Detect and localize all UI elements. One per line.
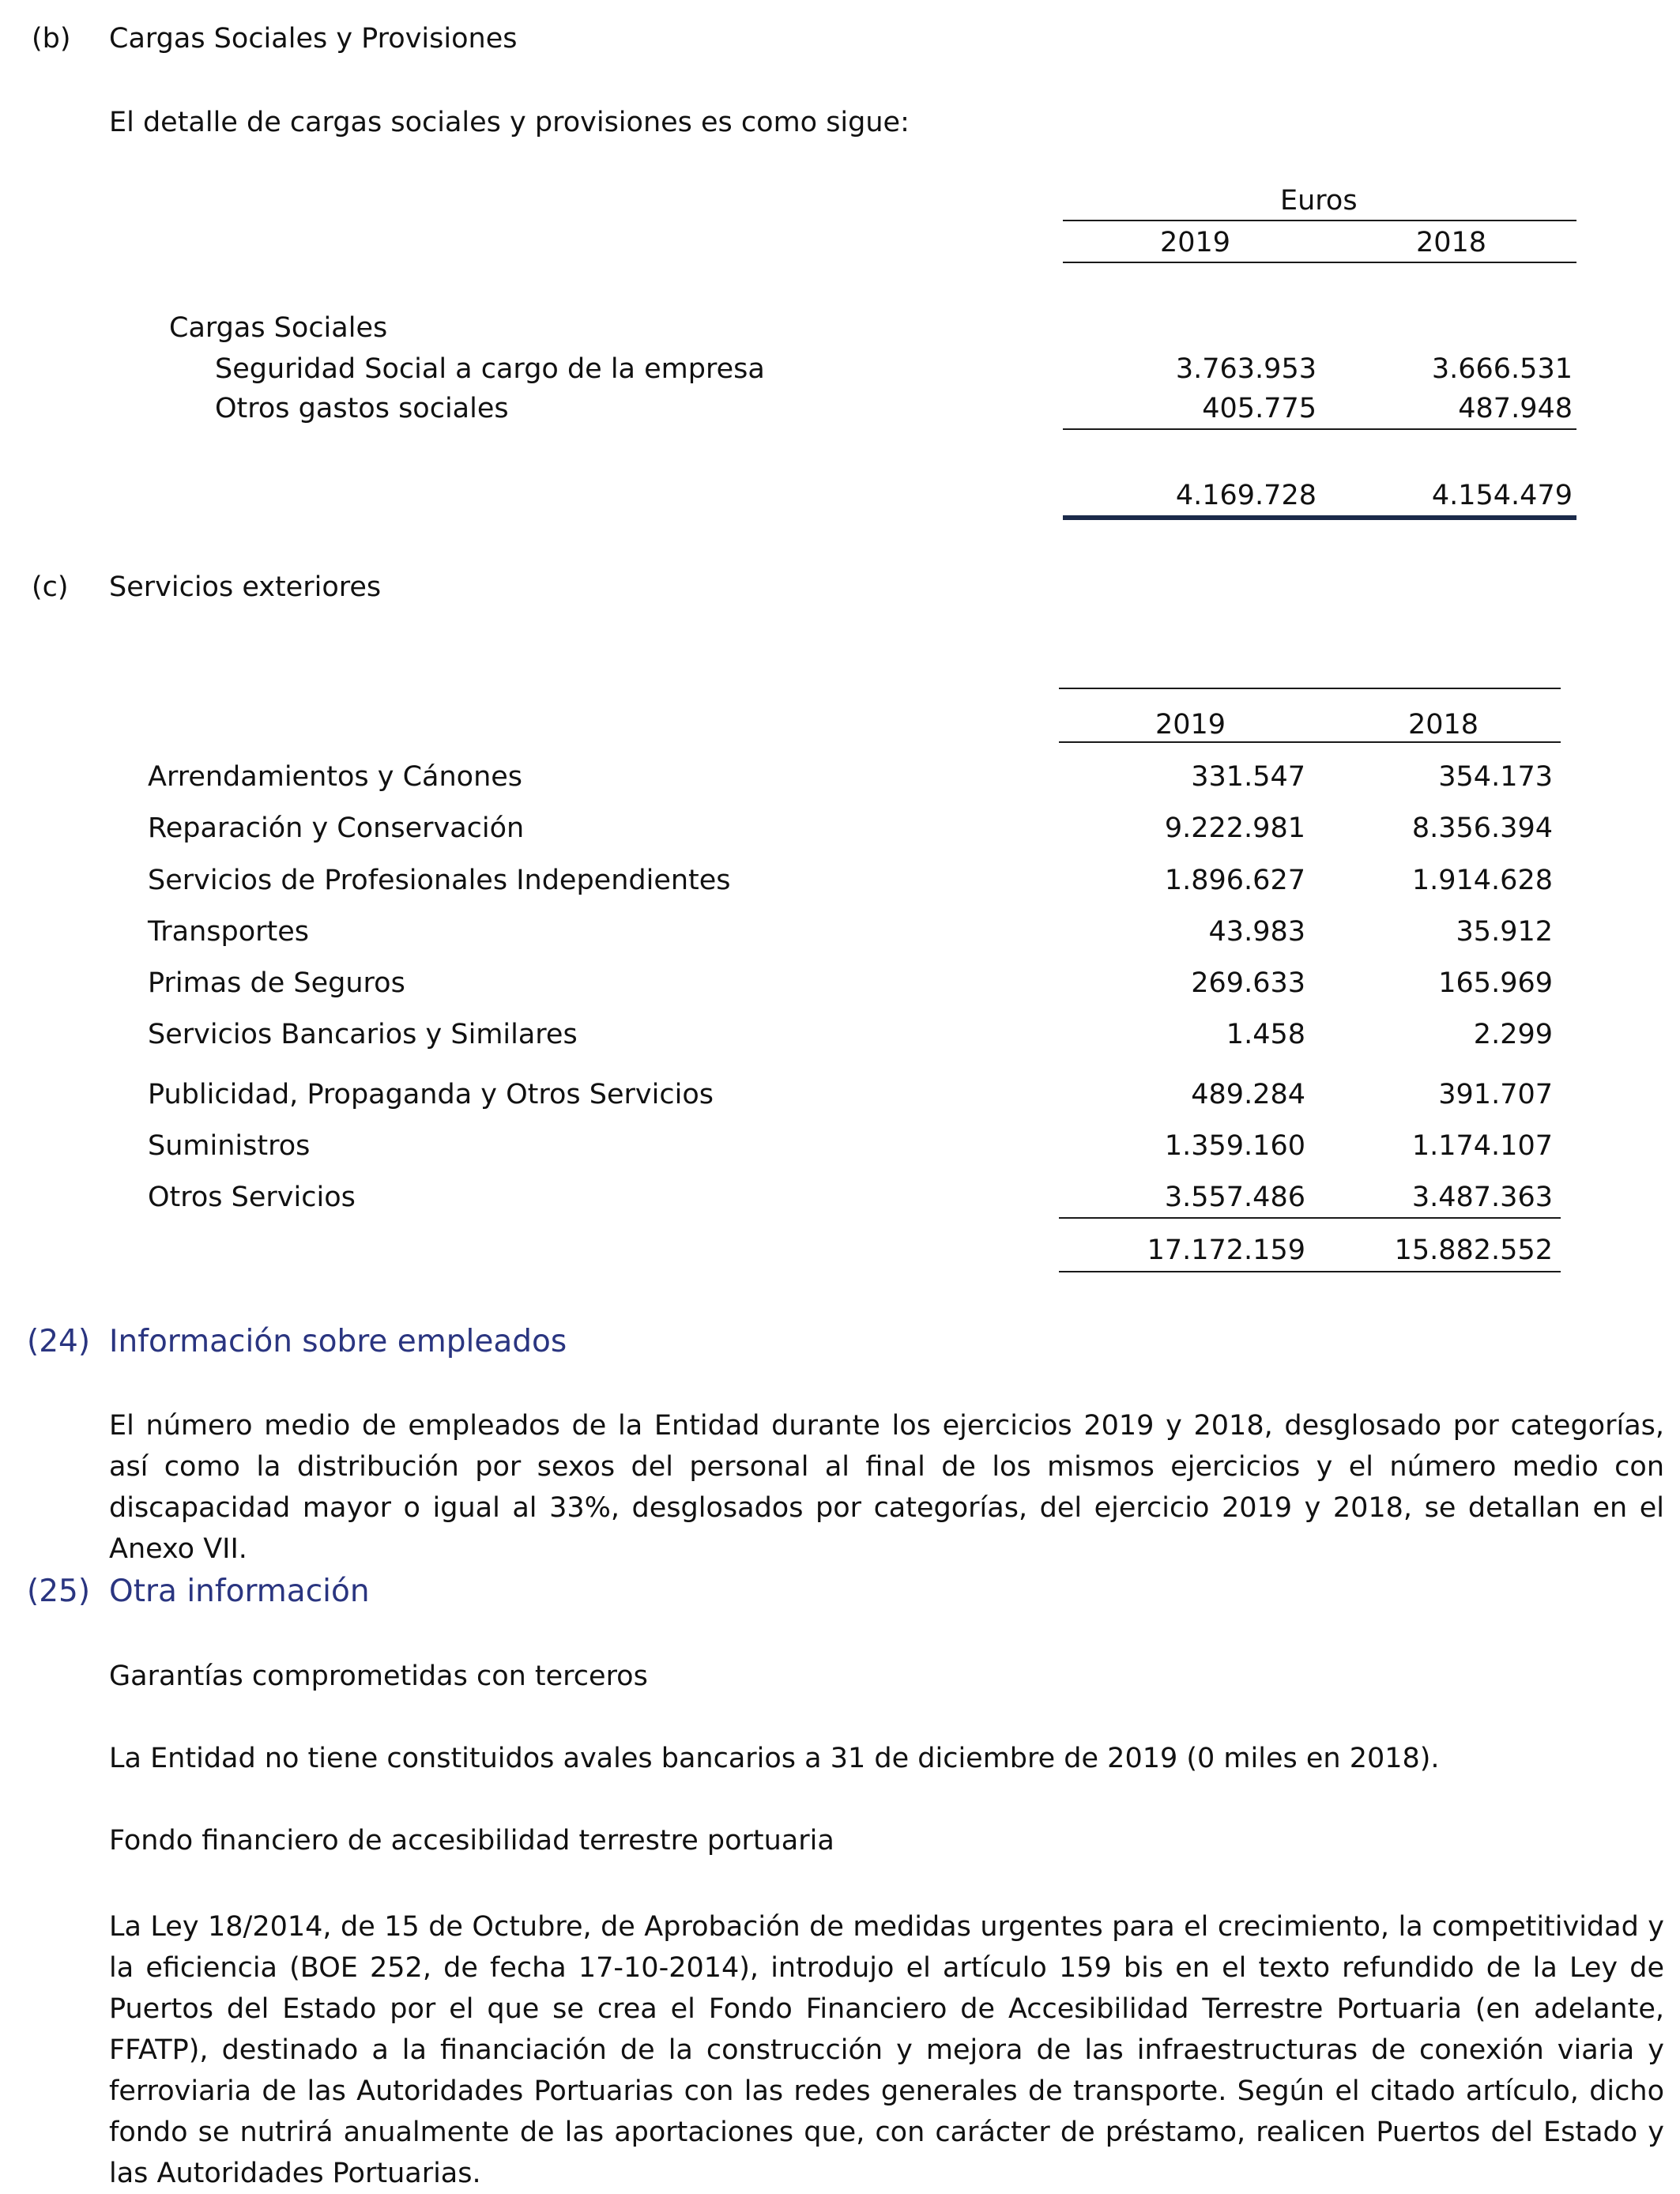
unit-header: Euros bbox=[1280, 185, 1358, 217]
group-label: Cargas Sociales bbox=[169, 312, 388, 344]
value-2018: 3.666.531 bbox=[1431, 353, 1573, 385]
value-2019: 9.222.981 bbox=[1164, 812, 1305, 844]
value-2018: 3.487.363 bbox=[1411, 1182, 1553, 1213]
total-double-rule bbox=[1063, 515, 1576, 520]
row-label: Otros Servicios bbox=[148, 1182, 356, 1213]
value-2019: 1.458 bbox=[1226, 1019, 1305, 1050]
garantias-subtitle: Garantías comprometidas con terceros bbox=[109, 1661, 648, 1692]
row-label: Suministros bbox=[148, 1130, 311, 1162]
section-25-number: (25) bbox=[27, 1574, 91, 1609]
row-label: Reparación y Conservación bbox=[148, 812, 525, 844]
row-label: Transportes bbox=[148, 916, 310, 948]
section-b-intro: El detalle de cargas sociales y provisiones es como sigue: bbox=[109, 107, 910, 138]
header-rule-bottom bbox=[1063, 262, 1576, 263]
total-2019: 17.172.159 bbox=[1147, 1235, 1305, 1266]
value-2019: 489.284 bbox=[1191, 1079, 1305, 1110]
value-2019: 1.896.627 bbox=[1164, 865, 1305, 896]
row-label: Otros gastos sociales bbox=[215, 393, 509, 424]
subtotal-rule bbox=[1063, 428, 1576, 430]
value-2018: 2.299 bbox=[1473, 1019, 1553, 1050]
value-2018: 487.948 bbox=[1458, 393, 1573, 424]
ffatp-paragraph: La Ley 18/2014, de 15 de Octubre, de Aprobación de medidas urgentes para el crecimiento, la competitividad y la eficiencia (BOE 252, de fecha 17-10-2014), introdujo el artículo 159 bis en el texto refundido de la Ley de Puertos del Estado por el que se crea el Fondo Financiero de Accesibilidad Terrestre Portuaria (en adelante, FFATP), destinado a la financiación de la construcción y mejora de las infraestructuras de conexión viaria y ferroviaria de las Autoridades Portuarias con las redes generales de transporte. Según el citado artículo, dicho fondo se nutrirá anualmente de las aportaciones que, con carácter de préstamo, realicen Puertos del Estado y las Autoridades Portuarias. bbox=[109, 1911, 1664, 2189]
value-2019: 3.557.486 bbox=[1164, 1182, 1305, 1213]
garantias-text: La Entidad no tiene constituidos avales bancarios a 31 de diciembre de 2019 (0 miles en 2018). bbox=[109, 1743, 1440, 1774]
section-b-title: Cargas Sociales y Provisiones bbox=[109, 23, 518, 55]
row-label: Servicios de Profesionales Independientes bbox=[148, 865, 731, 896]
total-2019: 4.169.728 bbox=[1175, 480, 1317, 511]
section-24-number: (24) bbox=[27, 1324, 91, 1359]
value-2019: 3.763.953 bbox=[1175, 353, 1317, 385]
value-2018: 1.174.107 bbox=[1411, 1130, 1553, 1162]
total-2018: 4.154.479 bbox=[1431, 480, 1573, 511]
value-2019: 269.633 bbox=[1191, 967, 1305, 999]
header-rule-top bbox=[1059, 688, 1561, 689]
header-rule-top bbox=[1063, 220, 1576, 221]
value-2019: 405.775 bbox=[1202, 393, 1317, 424]
value-2018: 165.969 bbox=[1438, 967, 1553, 999]
value-2018: 1.914.628 bbox=[1411, 865, 1553, 896]
row-label: Servicios Bancarios y Similares bbox=[148, 1019, 578, 1050]
value-2018: 391.707 bbox=[1438, 1079, 1553, 1110]
row-label: Seguridad Social a cargo de la empresa bbox=[215, 353, 765, 385]
value-2018: 35.912 bbox=[1456, 916, 1553, 948]
ffatp-subtitle: Fondo financiero de accesibilidad terrestre portuaria bbox=[109, 1825, 834, 1857]
row-label: Primas de Seguros bbox=[148, 967, 405, 999]
subtotal-rule bbox=[1059, 1217, 1561, 1219]
value-2018: 8.356.394 bbox=[1411, 812, 1553, 844]
total-rule bbox=[1059, 1271, 1561, 1272]
value-2019: 43.983 bbox=[1208, 916, 1305, 948]
section-b-marker: (b) bbox=[32, 23, 71, 55]
col-header-2018: 2018 bbox=[1408, 709, 1479, 741]
col-header-2018: 2018 bbox=[1416, 227, 1487, 258]
value-2019: 331.547 bbox=[1191, 761, 1305, 793]
col-header-2019: 2019 bbox=[1160, 227, 1231, 258]
value-2019: 1.359.160 bbox=[1164, 1130, 1305, 1162]
section-c-marker: (c) bbox=[32, 571, 69, 603]
total-2018: 15.882.552 bbox=[1394, 1235, 1553, 1266]
section-24-title: Información sobre empleados bbox=[109, 1324, 567, 1359]
col-header-2019: 2019 bbox=[1155, 709, 1226, 741]
section-25-title: Otra información bbox=[109, 1574, 370, 1609]
row-label: Arrendamientos y Cánones bbox=[148, 761, 523, 793]
section-c-title: Servicios exteriores bbox=[109, 571, 382, 603]
section-24-paragraph: El número medio de empleados de la Entidad durante los ejercicios 2019 y 2018, desglosado por categorías, así como la distribución por sexos del personal al final de los mismos ejercicios y el número medio con discapacidad mayor o igual al 33%, desglosados por categorías, del ejercicio 2019 y 2018, se detallan en el Anexo VII. bbox=[109, 1410, 1664, 1565]
value-2018: 354.173 bbox=[1438, 761, 1553, 793]
row-label: Publicidad, Propaganda y Otros Servicios bbox=[148, 1079, 714, 1110]
header-rule-bottom bbox=[1059, 741, 1561, 743]
